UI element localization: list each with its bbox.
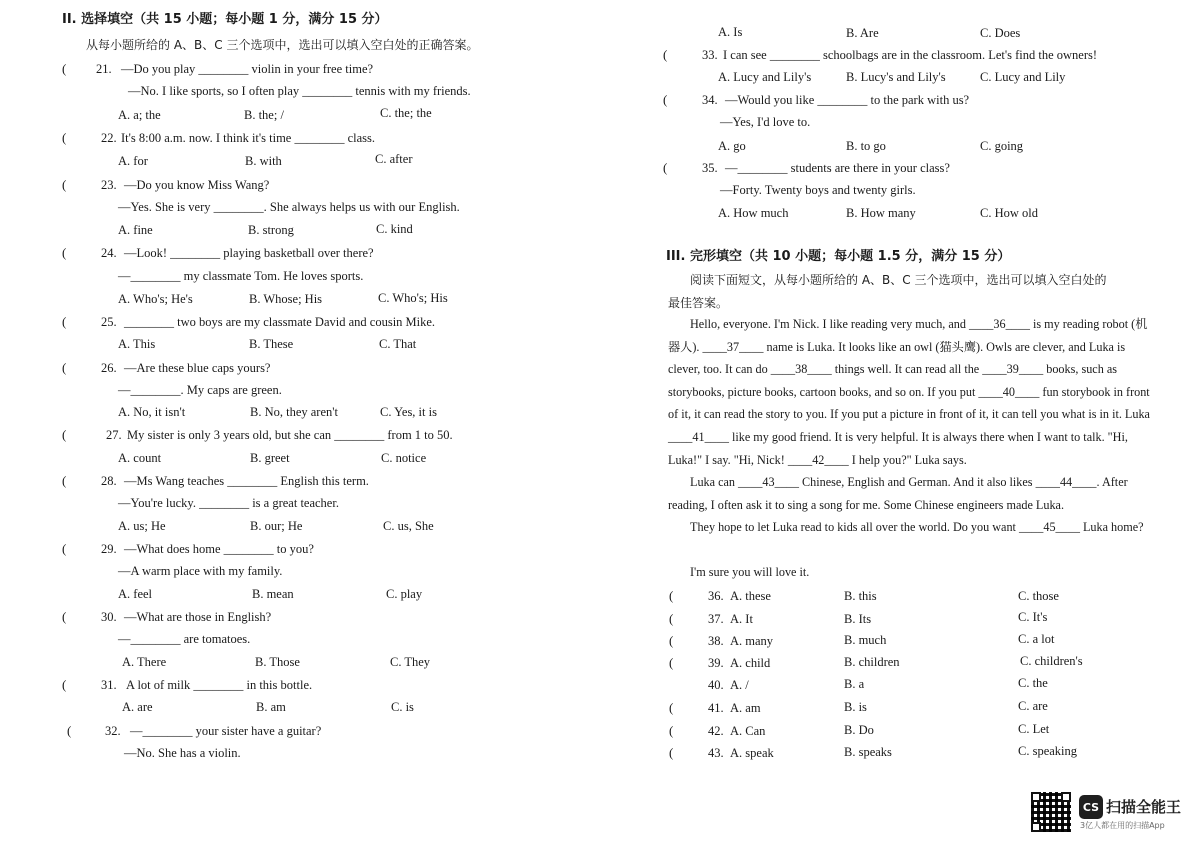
option-b: B. These: [249, 337, 294, 351]
answer-paren: (: [669, 655, 674, 670]
option-a: A. Is: [718, 25, 743, 39]
question-line: —No. I like sports, so I often play ________ tennis with my friends.: [128, 84, 471, 98]
option-b: B. a: [844, 677, 865, 691]
question-line: —Are these blue caps yours?: [124, 361, 271, 375]
option-c: C. play: [386, 587, 423, 601]
question-line: —What are those in English?: [124, 610, 272, 624]
scanner-brand-tagline: 3亿人都在用的扫描App: [1080, 821, 1165, 830]
option-b: B. mean: [252, 587, 294, 601]
option-b: B. is: [844, 700, 867, 714]
question-line: It's 8:00 a.m. now. I think it's time ________ class.: [121, 131, 376, 145]
option-c: C. a lot: [1018, 632, 1055, 646]
option-c: C. those: [1018, 589, 1059, 603]
question-number: 26.: [101, 361, 117, 375]
option-c: C. going: [980, 139, 1024, 153]
option-a: A. count: [118, 451, 162, 465]
section-instruction-ii: 从每小题所给的 A、B、C 三个选项中，选出可以填入空白处的正确答案。: [86, 38, 479, 52]
qr-code-icon: [1031, 792, 1071, 832]
question-line: —________ are tomatoes.: [118, 632, 251, 646]
question-number: 29.: [101, 542, 117, 556]
option-a: A. There: [122, 655, 167, 669]
option-b: B. Are: [846, 26, 879, 40]
cloze-number: 43.: [708, 746, 724, 760]
option-c: C. It's: [1018, 610, 1048, 624]
option-b: B. speaks: [844, 745, 892, 759]
option-c: C. Does: [980, 26, 1021, 40]
answer-paren: (: [62, 360, 67, 375]
answer-paren: (: [669, 611, 674, 626]
question-line: —Do you know Miss Wang?: [124, 178, 270, 192]
option-c: C. are: [1018, 699, 1048, 713]
option-b: B. much: [844, 633, 887, 647]
answer-paren: (: [62, 473, 67, 488]
option-a: A. No, it isn't: [118, 405, 186, 419]
option-b: B. strong: [248, 223, 294, 237]
option-b: B. with: [245, 154, 282, 168]
option-c: C. Yes, it is: [380, 405, 437, 419]
cloze-number: 37.: [708, 612, 724, 626]
option-c: C. speaking: [1018, 744, 1078, 758]
question-number: 27.: [106, 428, 122, 442]
answer-paren: (: [669, 633, 674, 648]
question-number: 23.: [101, 178, 117, 192]
option-a: A. many: [730, 634, 774, 648]
option-c: C. Let: [1018, 722, 1050, 736]
answer-paren: (: [62, 609, 67, 624]
question-number: 35.: [702, 161, 718, 175]
question-line: —What does home ________ to you?: [124, 542, 314, 556]
option-b: B. this: [844, 589, 877, 603]
question-line: ________ two boys are my classmate David and cousin Mike.: [124, 315, 436, 329]
question-line: —Would you like ________ to the park with us?: [725, 93, 970, 107]
option-c: C. kind: [376, 222, 413, 236]
option-b: B. How many: [846, 206, 916, 220]
answer-paren: (: [62, 677, 67, 692]
answer-paren: (: [669, 723, 674, 738]
section-title-ii: II. 选择填空（共 15 小题；每小题 1 分，满分 15 分）: [62, 12, 388, 27]
option-a: A. child: [730, 656, 771, 670]
option-a: A. How much: [718, 206, 789, 220]
option-a: A. fine: [118, 223, 153, 237]
option-b: B. Those: [255, 655, 300, 669]
question-line: A lot of milk ________ in this bottle.: [126, 678, 313, 692]
option-c: C. after: [375, 152, 413, 166]
cloze-number: 42.: [708, 724, 724, 738]
option-b: B. Whose; His: [249, 292, 323, 306]
question-line: —________. My caps are green.: [118, 383, 282, 397]
answer-paren: (: [62, 541, 67, 556]
question-line: —________ students are there in your class?: [725, 161, 950, 175]
answer-paren: (: [62, 177, 67, 192]
answer-paren: (: [62, 314, 67, 329]
question-number: 30.: [101, 610, 117, 624]
option-c: C. us, She: [383, 519, 434, 533]
option-c: C. How old: [980, 206, 1038, 220]
answer-paren: (: [67, 723, 72, 738]
question-line: —________ your sister have a guitar?: [130, 724, 322, 738]
option-a: A. It: [730, 612, 753, 626]
question-line: My sister is only 3 years old, but she can ________ from 1 to 50.: [127, 428, 453, 442]
option-a: A. Lucy and Lily's: [718, 70, 812, 84]
answer-paren: (: [663, 47, 668, 62]
option-c: C. is: [391, 700, 414, 714]
answer-paren: (: [663, 160, 668, 175]
answer-paren: (: [669, 700, 674, 715]
option-b: B. greet: [250, 451, 290, 465]
option-c: C. the: [1018, 676, 1048, 690]
option-c: C. notice: [381, 451, 427, 465]
question-line: —You're lucky. ________ is a great teacher.: [118, 496, 339, 510]
question-line: —Forty. Twenty boys and twenty girls.: [720, 183, 916, 197]
question-number: 33.: [702, 48, 718, 62]
option-b: B. Its: [844, 612, 872, 626]
answer-paren: (: [62, 130, 67, 145]
question-line: I can see ________ schoolbags are in the classroom. Let's find the owners!: [723, 48, 1098, 62]
answer-paren: (: [62, 427, 67, 442]
question-line: —No. She has a violin.: [124, 746, 241, 760]
question-line: —Do you play ________ violin in your free time?: [121, 62, 374, 76]
option-a: A. a; the: [118, 108, 161, 122]
question-line: —Look! ________ playing basketball over there?: [124, 246, 374, 260]
option-a: A. /: [730, 678, 749, 692]
cloze-number: 36.: [708, 589, 724, 603]
answer-paren: (: [663, 92, 668, 107]
option-c: C. That: [379, 337, 417, 351]
option-a: A. speak: [730, 746, 774, 760]
question-line: —Yes, I'd love to.: [720, 115, 811, 129]
option-a: A. these: [730, 589, 771, 603]
question-line: —Yes. She is very ________. She always helps us with our English.: [118, 200, 460, 214]
passage-paragraph-3: They hope to let Luka read to kids all over the world. Do you want ____45____ Luka home?: [690, 520, 1144, 534]
option-a: A. This: [118, 337, 156, 351]
option-c: C. children's: [1020, 654, 1083, 668]
question-line: —A warm place with my family.: [118, 564, 283, 578]
cloze-number: 38.: [708, 634, 724, 648]
scanner-brand-name: 扫描全能王: [1106, 798, 1182, 816]
question-number: 21.: [96, 62, 112, 76]
passage-paragraph-1: Hello, everyone. I'm Nick. I like reading very much, and ____36____ is my reading robot (机器人). ____37____ name is Luka. It looks like an owl (猫头鹰). Owls are clever, and Luka is clever, too. It can do ____38____ things well. It can read all the ____39____ books, such as storybooks, picture books, cartoon books, and so on. If you put ____40____ fun storybook in front of it, it can read the story to you. If you put a picture in front of it, it can tell you what is in it. Luka ____41____ like my good friend. It is very helpful. It is always there when I want to talk. "Hi, Luka!" I say. "Hi, Nick! ____42____ I help you?" Luka says.: [668, 317, 1150, 467]
option-a: A. us; He: [118, 519, 166, 533]
question-number: 31.: [101, 678, 117, 692]
question-number: 25.: [101, 315, 117, 329]
option-a: A. am: [730, 701, 761, 715]
option-b: B. our; He: [250, 519, 303, 533]
question-number: 28.: [101, 474, 117, 488]
question-number: 22.: [101, 131, 117, 145]
option-a: A. feel: [118, 587, 153, 601]
option-c: C. They: [390, 655, 431, 669]
option-b: B. am: [256, 700, 286, 714]
cloze-number: 39.: [708, 656, 724, 670]
section-instruction-iii: 阅读下面短文，从每小题所给的 A、B、C 三个选项中，选出可以填入空白处的: [690, 273, 1107, 287]
option-b: B. children: [844, 655, 900, 669]
answer-paren: (: [62, 61, 67, 76]
option-a: A. are: [122, 700, 153, 714]
cloze-number: 40.: [708, 678, 724, 692]
option-a: A. Who's; He's: [118, 292, 193, 306]
option-b: B. Lucy's and Lily's: [846, 70, 946, 84]
option-b: B. No, they aren't: [250, 405, 338, 419]
answer-paren: (: [62, 245, 67, 260]
option-c: C. Lucy and Lily: [980, 70, 1066, 84]
option-b: B. Do: [844, 723, 874, 737]
answer-paren: (: [669, 745, 674, 760]
option-a: A. for: [118, 154, 148, 168]
question-number: 32.: [105, 724, 121, 738]
question-line: —________ my classmate Tom. He loves sports.: [118, 269, 364, 283]
passage-paragraph-4: I'm sure you will love it.: [690, 565, 810, 579]
question-number: 34.: [702, 93, 718, 107]
section-instruction-iii-cont: 最佳答案。: [668, 296, 729, 310]
option-c: C. Who's; His: [378, 291, 448, 305]
option-a: A. Can: [730, 724, 766, 738]
cloze-number: 41.: [708, 701, 724, 715]
option-a: A. go: [718, 139, 746, 153]
passage-paragraph-2: Luka can ____43____ Chinese, English and German. And it also likes ____44____. After reading, I often ask it to sing a song for me. Some Chinese engineers made Luka.: [668, 475, 1128, 512]
answer-paren: (: [669, 588, 674, 603]
option-c: C. the; the: [380, 106, 432, 120]
section-title-iii: III. 完形填空（共 10 小题；每小题 1.5 分，满分 15 分）: [666, 249, 1011, 264]
question-number: 24.: [101, 246, 117, 260]
option-b: B. the; /: [244, 108, 284, 122]
question-line: —Ms Wang teaches ________ English this term.: [124, 474, 369, 488]
option-b: B. to go: [846, 139, 886, 153]
camscanner-logo-icon: CS: [1079, 795, 1103, 819]
